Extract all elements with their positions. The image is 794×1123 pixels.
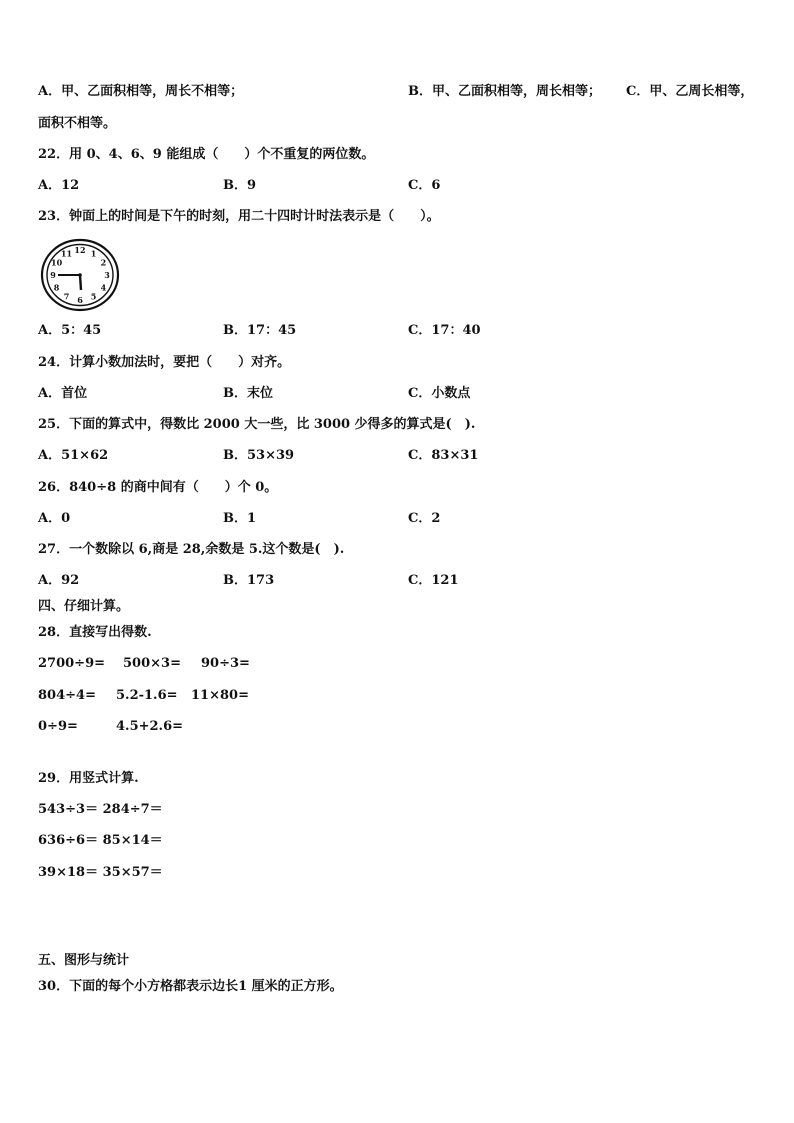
q22-option-a: A．12 xyxy=(38,178,80,193)
clock-numeral: 11 xyxy=(60,248,73,259)
q22-stem: 22．用 0、4、6、9 能组成（ ）个不重复的两位数。 xyxy=(38,147,375,162)
q27-stem: 27．一个数除以 6,商是 28,余数是 5.这个数是( ). xyxy=(38,542,345,557)
q26-stem: 26．840÷8 的商中间有（ ）个 0。 xyxy=(38,480,278,495)
q28-expr: 4.5+2.6= xyxy=(116,719,184,734)
clock-numeral: 1 xyxy=(90,248,97,259)
q29-row: 543÷3＝ 284÷7＝ xyxy=(38,802,163,817)
q30-stem: 30．下面的每个小方格都表示边长1 厘米的正方形。 xyxy=(38,979,343,994)
q21-option-c-cont: 面积不相等。 xyxy=(38,116,117,131)
q28-expr: 11×80= xyxy=(191,688,249,703)
q27-option-b: B．173 xyxy=(223,573,275,588)
q23-stem: 23．钟面上的时间是下午的时刻，用二十四时计时法表示是（ ）。 xyxy=(38,209,440,224)
clock-numeral: 12 xyxy=(74,245,86,255)
clock-numeral: 6 xyxy=(77,295,83,305)
q27-option-c: C．121 xyxy=(408,573,459,588)
clock-center xyxy=(78,273,82,277)
q26-option-c: C．2 xyxy=(408,511,441,526)
q28-expr: 90÷3= xyxy=(201,656,250,671)
q21-option-b: B．甲、乙面积相等，周长相等； xyxy=(408,84,601,99)
q25-option-b: B．53×39 xyxy=(223,448,295,463)
clock-numeral: 10 xyxy=(51,257,63,268)
q26-option-b: B．1 xyxy=(223,511,257,526)
q25-stem: 25．下面的算式中，得数比 2000 大一些，比 3000 少得多的算式是( ). xyxy=(38,417,476,432)
q28-expr: 2700÷9= xyxy=(38,656,106,671)
clock-numeral: 5 xyxy=(90,291,97,302)
q28-expr: 500×3= xyxy=(123,656,181,671)
clock-face-image xyxy=(40,238,120,312)
q28-expr: 0÷9= xyxy=(38,719,78,734)
q24-option-a: A．首位 xyxy=(38,386,88,401)
clock-hour-hand xyxy=(80,275,81,290)
q29-row: 636÷6＝ 85×14＝ xyxy=(38,833,163,848)
q22-option-c: C．6 xyxy=(408,178,441,193)
q28-stem: 28．直接写出得数. xyxy=(38,625,152,640)
q28-expr: 5.2-1.6= xyxy=(116,688,178,703)
clock-numeral: 2 xyxy=(100,257,107,268)
clock-numeral: 3 xyxy=(104,270,110,280)
section4-title: 四、仔细计算。 xyxy=(38,599,130,614)
q23-option-c: C．17：40 xyxy=(408,323,481,338)
q26-option-a: A．0 xyxy=(38,511,71,526)
q25-option-a: A．51×62 xyxy=(38,448,109,463)
section5-title: 五、图形与统计 xyxy=(38,953,130,968)
q23-option-a: A．5：45 xyxy=(38,323,102,338)
q29-stem: 29．用竖式计算. xyxy=(38,771,139,786)
clock-numeral: 7 xyxy=(63,291,70,302)
clock-numeral: 8 xyxy=(53,282,60,293)
q24-stem: 24．计算小数加法时，要把（ ）对齐。 xyxy=(38,355,291,370)
q29-row: 39×18＝ 35×57＝ xyxy=(38,865,163,880)
q27-option-a: A．92 xyxy=(38,573,80,588)
q21-option-a: A．甲、乙面积相等，周长不相等； xyxy=(38,84,244,99)
q24-option-c: C．小数点 xyxy=(408,386,471,401)
q23-option-b: B．17：45 xyxy=(223,323,297,338)
clock-numeral: 9 xyxy=(50,270,56,280)
q21-option-c: C．甲、乙周长相等， xyxy=(626,84,754,99)
q25-option-c: C．83×31 xyxy=(408,448,479,463)
q28-expr: 804÷4= xyxy=(38,688,96,703)
q24-option-b: B．末位 xyxy=(223,386,273,401)
q22-option-b: B．9 xyxy=(223,178,257,193)
clock-numeral: 4 xyxy=(100,282,107,293)
